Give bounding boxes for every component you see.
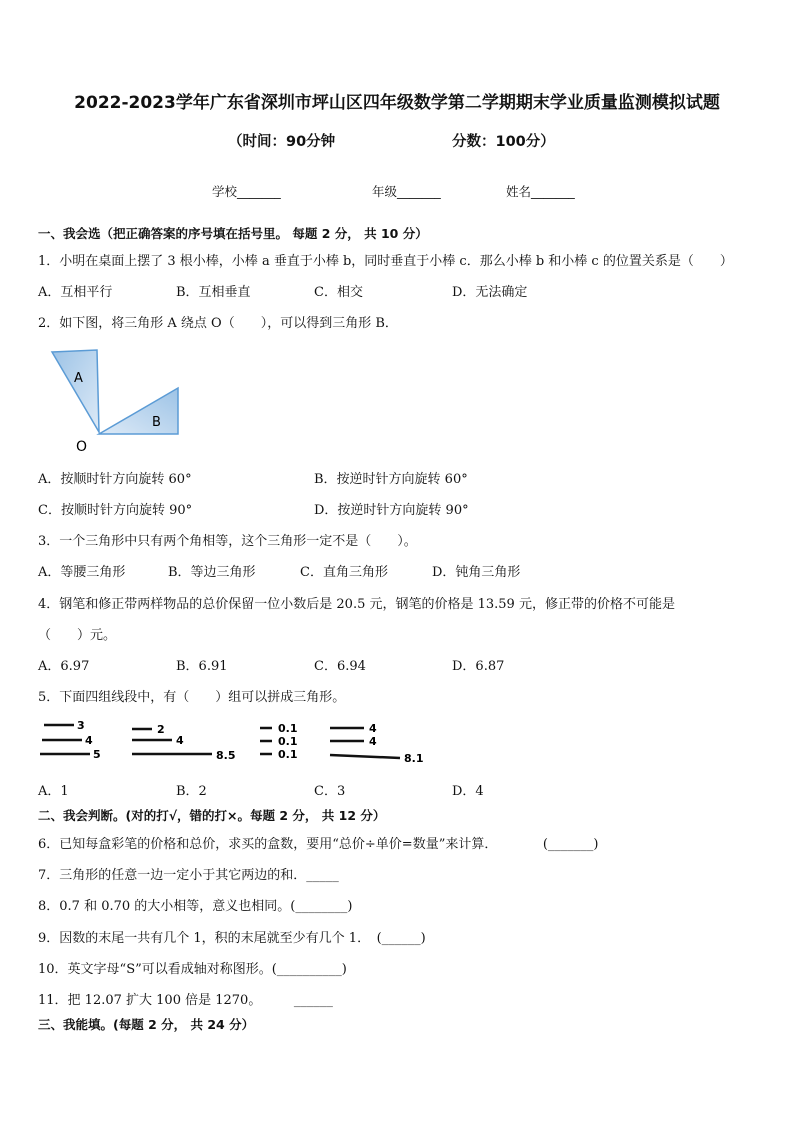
judge-7: 7．三角形的任意一边一定小于其它两边的和．_____ <box>38 868 339 883</box>
q3-option-c: C．直角三角形 <box>300 565 388 580</box>
section-2-heading: 二、我会判断。(对的打√，错的打×。每题 2 分， 共 12 分） <box>38 808 386 823</box>
q1-option-b: B．互相垂直 <box>176 285 251 300</box>
exam-score: 分数：100分） <box>452 134 555 150</box>
seg-label: 0.1 <box>278 748 298 761</box>
seg-label: 3 <box>77 719 85 732</box>
triangle-a-label: A <box>74 371 83 386</box>
judge-9: 9．因数的末尾一共有几个 1，积的末尾就至少有几个 1． (______) <box>38 931 426 946</box>
segments-figure <box>38 716 438 768</box>
judge-6: 6．已知每盒彩笔的价格和总价，求买的盒数，要用“总价÷单价=数量”来计算． (_______) <box>38 837 599 852</box>
q4-option-a: A．6.97 <box>38 659 90 674</box>
question-2: 2．如下图，将三角形 A 绕点 O（ ），可以得到三角形 B． <box>38 316 398 331</box>
q5-option-d: D．4 <box>452 784 484 799</box>
seg-label: 8.1 <box>404 752 424 765</box>
seg-label: 0.1 <box>278 735 298 748</box>
triangle-b <box>99 388 178 434</box>
triangle-a <box>52 350 99 432</box>
section-1-heading: 一、我会选（把正确答案的序号填在括号里。 每题 2 分， 共 10 分） <box>38 226 428 241</box>
segment-group-1 <box>40 719 101 761</box>
triangle-b-label: B <box>152 415 161 430</box>
segment-group-2 <box>132 723 236 762</box>
q5-option-a: A．1 <box>38 784 69 799</box>
seg-label: 2 <box>157 723 165 736</box>
q1-option-a: A．互相平行 <box>38 285 113 300</box>
q2-option-d: D．按逆时针方向旋转 90° <box>314 503 469 518</box>
question-4: 4．钢笔和修正带两样物品的总价保留一位小数后是 20.5 元，钢笔的价格是 13.59 元，修正带的价格不可能是 <box>38 597 675 612</box>
q2-option-a: A．按顺时针方向旋转 60° <box>38 472 192 487</box>
rotation-figure <box>48 346 188 456</box>
q4-option-d: D．6.87 <box>452 659 505 674</box>
q1-option-c: C．相交 <box>314 285 363 300</box>
judge-10: 10．英文字母“S”可以看成轴对称图形。(__________) <box>38 962 347 977</box>
seg-label: 4 <box>85 734 93 747</box>
seg-label: 0.1 <box>278 722 298 735</box>
judge-8: 8．0.7 和 0.70 的大小相等，意义也相同。(________) <box>38 899 353 914</box>
segment-group-3 <box>260 722 298 761</box>
q2-option-c: C．按顺时针方向旋转 90° <box>38 503 193 518</box>
q4-option-b: B．6.91 <box>176 659 228 674</box>
question-3: 3．一个三角形中只有两个角相等，这个三角形一定不是（ ）。 <box>38 534 417 549</box>
question-5: 5．下面四组线段中，有（ ）组可以拼成三角形。 <box>38 690 346 705</box>
q5-option-c: C．3 <box>314 784 346 799</box>
q3-option-d: D．钝角三角形 <box>432 565 521 580</box>
q2-option-b: B．按逆时针方向旋转 60° <box>314 472 468 487</box>
q3-option-a: A．等腰三角形 <box>38 565 126 580</box>
question-4-cont: （ ）元。 <box>38 628 117 643</box>
page-title: 2022-2023学年广东省深圳市坪山区四年级数学第二学期期末学业质量监测模拟试题 <box>74 93 720 113</box>
seg-label: 5 <box>93 748 101 761</box>
grade-field: 年级_______ <box>372 184 441 199</box>
name-field: 姓名_______ <box>506 184 575 199</box>
q4-option-c: C．6.94 <box>314 659 366 674</box>
section-3-heading: 三、我能填。(每题 2 分， 共 24 分） <box>38 1017 255 1032</box>
seg-label: 4 <box>369 735 377 748</box>
q1-option-d: D．无法确定 <box>452 285 528 300</box>
point-o-label: O <box>76 439 88 455</box>
seg-label: 4 <box>176 734 184 747</box>
exam-time: （时间：90分钟 <box>228 134 336 150</box>
judge-11: 11．把 12.07 扩大 100 倍是 1270。 ______ <box>38 993 333 1008</box>
segment-group-4 <box>330 722 424 765</box>
q3-option-b: B．等边三角形 <box>168 565 256 580</box>
seg-label: 8.5 <box>216 749 236 762</box>
school-field: 学校_______ <box>212 184 281 199</box>
question-1: 1．小明在桌面上摆了 3 根小棒，小棒 a 垂直于小棒 b，同时垂直于小棒 c．那么小棒 b 和小棒 c 的位置关系是（ ） <box>38 254 733 269</box>
q5-option-b: B．2 <box>176 784 207 799</box>
seg-label: 4 <box>369 722 377 735</box>
